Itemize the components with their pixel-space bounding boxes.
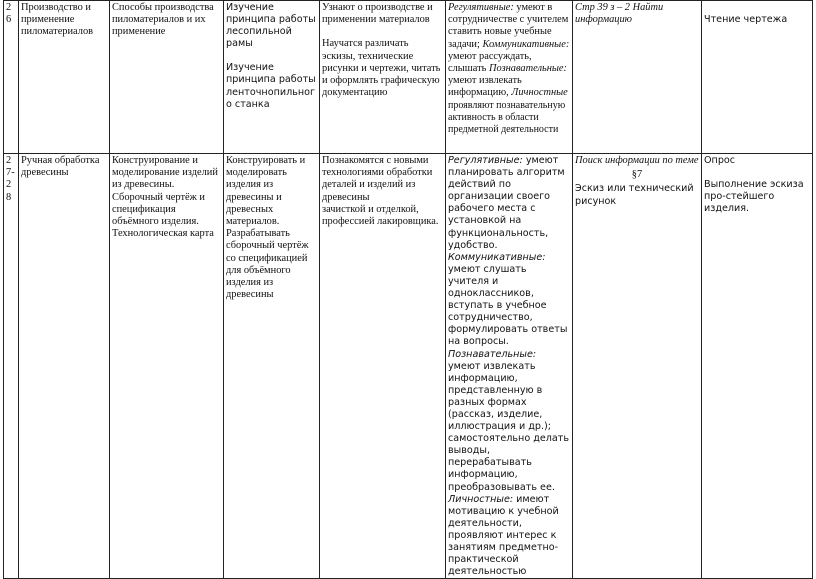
uud-label: Коммуникативные: — [482, 38, 570, 50]
lesson-content: Конструирование и моделирование изделий из древесины. Сборочный чертёж и спецификация объёмного изделия. Технологическая карта — [110, 154, 224, 579]
uud-text: умеют планировать алгоритм действий по организации своего рабочего места с установкой на функциональность, удобство. — [448, 155, 565, 251]
activity-text: Изучение принципа работы ленточнопильного станка — [226, 62, 316, 110]
activities-cell — [224, 1, 320, 154]
homework-cell: Стр 39 з – 2 Найти информацию — [573, 1, 702, 154]
lesson-plan-table — [3, 0, 813, 579]
control-text: Выполнение эскиза про-стейшего изделия. — [704, 179, 804, 215]
uud-text: умеют в сотрудничестве с учителем ставить новые учебные задачи; — [448, 2, 569, 50]
uud-label: Познавательные: — [489, 63, 567, 75]
uud-label: Регулятивные: — [448, 2, 514, 13]
lesson-content: Способы производства пиломатериалов и их применение — [110, 1, 224, 154]
lesson-number: 27-28 — [4, 154, 19, 579]
uud-label: Личностные — [511, 87, 568, 99]
subject-result-text: зачисткой и отделкой, профессией лакировщика. — [322, 203, 439, 228]
control-cell: Чтение чертежа — [702, 1, 813, 154]
subject-result-text: Узнают о производстве и применении материалов — [322, 2, 433, 26]
uud-text: имеют мотивацию к учебной деятельности, проявляют интерес к занятиям предметно-практической деятельностью — [448, 493, 559, 578]
activities-cell: Конструировать и моделировать изделия из древесины и древесных материалов. Разрабатывать сборочный чертёж со спецификацией для объёмного изделия из древесины — [224, 154, 320, 579]
activity-text: Изучение принципа работы лесопильной рамы — [226, 2, 316, 50]
uud-label: Регулятивные: — [448, 155, 523, 166]
lesson-topic: Ручная обработка древесины — [19, 154, 110, 579]
lesson-number: 26 — [4, 1, 19, 154]
uud-text: проявляют познавательную активность в области предметной деятельности — [448, 99, 566, 136]
uud-text: умеют слушать учителя и одноклассников, вступать в учебное сотрудничество, формулировать ответы на вопросы. — [448, 263, 568, 348]
homework-text: Эскиз или технический рисунок — [575, 183, 694, 207]
uud-text: умеют рассуждать, слышать — [448, 50, 532, 75]
homework-paragraph-ref: §7 — [631, 169, 643, 181]
uud-cell — [446, 1, 573, 154]
uud-label: Познавательные: — [448, 348, 537, 360]
subject-result-text: Познакомятся с новыми технологиями обработки деталей и изделий из древесины — [322, 155, 433, 203]
subject-result-text: Научатся различать эскизы, технические рисунки и чертежи, читать и оформлять графическую документацию — [322, 38, 441, 99]
control-text: Опрос — [704, 155, 736, 166]
subject-results-cell — [320, 1, 446, 154]
table-row — [4, 1, 813, 154]
lesson-topic: Производство и применение пиломатериалов — [19, 1, 110, 154]
homework-text: Поиск информации по теме — [575, 155, 699, 166]
uud-label: Личностные: — [448, 493, 514, 505]
uud-text: умеют извлекать информацию, представленную в разных формах (рассказ, изделие, иллюстрация и др.); самостоятельно делать выводы, перерабатывать информацию, преобразовывать ее. — [448, 360, 570, 493]
uud-text: умеют извлекать информацию, — [448, 75, 522, 99]
uud-label: Коммуникативные: — [448, 251, 546, 263]
